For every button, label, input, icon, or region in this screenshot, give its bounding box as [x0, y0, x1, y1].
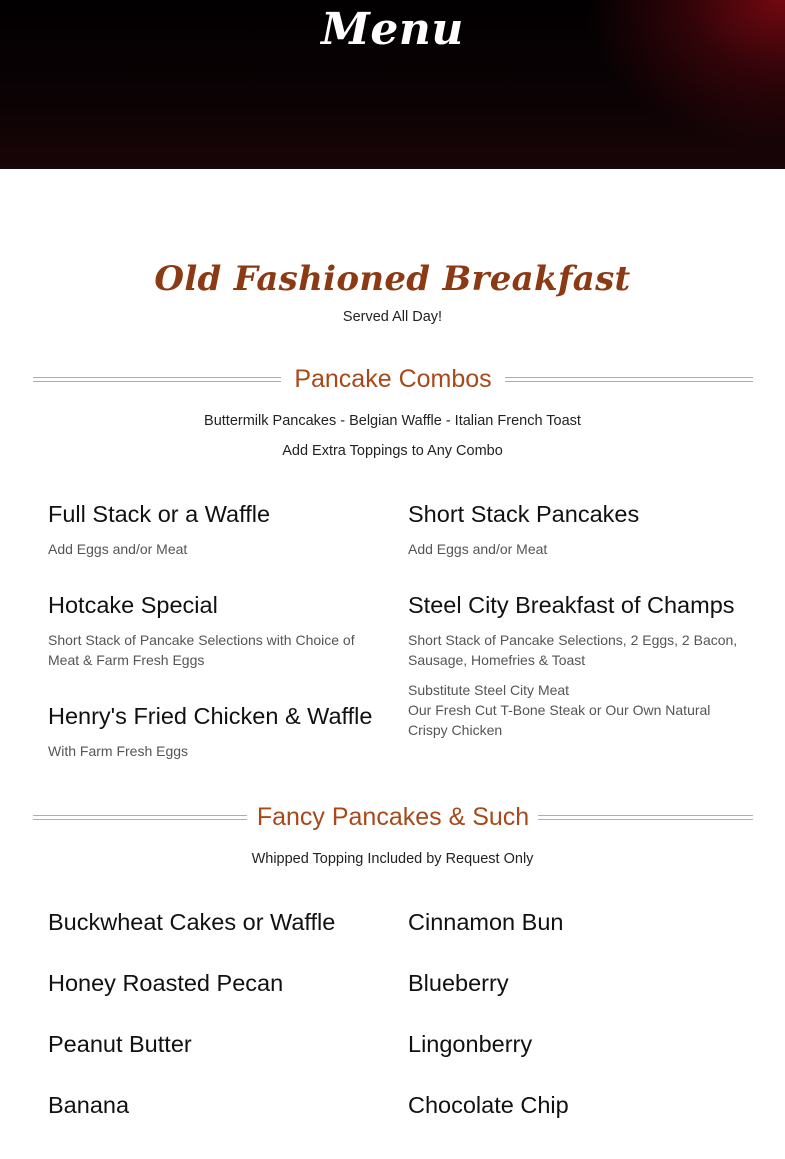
menu-item-substitute-detail: Our Fresh Cut T-Bone Steak or Our Own Natural Crispy Chicken	[408, 702, 711, 738]
menu-item-substitute-note: Substitute Steel City Meat	[408, 682, 570, 698]
menu-item-title: Banana	[48, 1092, 130, 1118]
menu-item-title: Peanut Butter	[48, 1031, 192, 1057]
menu-item-description: Short Stack of Pancake Selections, 2 Eggs, 2 Bacon, Sausage, Homefries & Toast	[408, 632, 738, 668]
menu-item-title: Short Stack Pancakes	[408, 501, 640, 527]
menu-item-description: Add Eggs and/or Meat	[48, 541, 188, 557]
combo-options-text: Buttermilk Pancakes - Belgian Waffle - Italian French Toast	[204, 413, 581, 429]
menu-item-title: Lingonberry	[408, 1031, 533, 1057]
menu-item-title: Henry's Fried Chicken & Waffle	[48, 703, 373, 729]
section-heading-breakfast: Old Fashioned Breakfast	[154, 259, 631, 299]
menu-item-title: Honey Roasted Pecan	[48, 970, 284, 996]
menu-item-title: Blueberry	[408, 970, 509, 996]
divider-pancake-combos	[33, 365, 753, 395]
menu-item-title: Chocolate Chip	[408, 1092, 569, 1118]
category-title: Fancy Pancakes & Such	[256, 803, 530, 831]
hero-banner	[0, 0, 785, 169]
whipped-topping-note: Whipped Topping Included by Request Only	[251, 851, 534, 867]
menu-item-description: Short Stack of Pancake Selections with Choice of Meat & Farm Fresh Eggs	[48, 632, 355, 668]
divider-fancy-pancakes	[33, 803, 753, 833]
menu-item-title: Buckwheat Cakes or Waffle	[48, 909, 336, 935]
page-title: Menu	[321, 4, 464, 55]
menu-item-title: Full Stack or a Waffle	[48, 501, 271, 527]
menu-item-title: Hotcake Special	[48, 592, 218, 618]
served-all-day-text: Served All Day!	[342, 309, 443, 325]
menu-item-title: Cinnamon Bun	[408, 909, 564, 935]
category-title: Pancake Combos	[294, 365, 492, 393]
combo-toppings-text: Add Extra Toppings to Any Combo	[282, 443, 503, 459]
menu-item-title: Steel City Breakfast of Champs	[408, 592, 735, 618]
menu-item-description: Add Eggs and/or Meat	[408, 541, 548, 557]
menu-item-description: With Farm Fresh Eggs	[48, 743, 189, 759]
